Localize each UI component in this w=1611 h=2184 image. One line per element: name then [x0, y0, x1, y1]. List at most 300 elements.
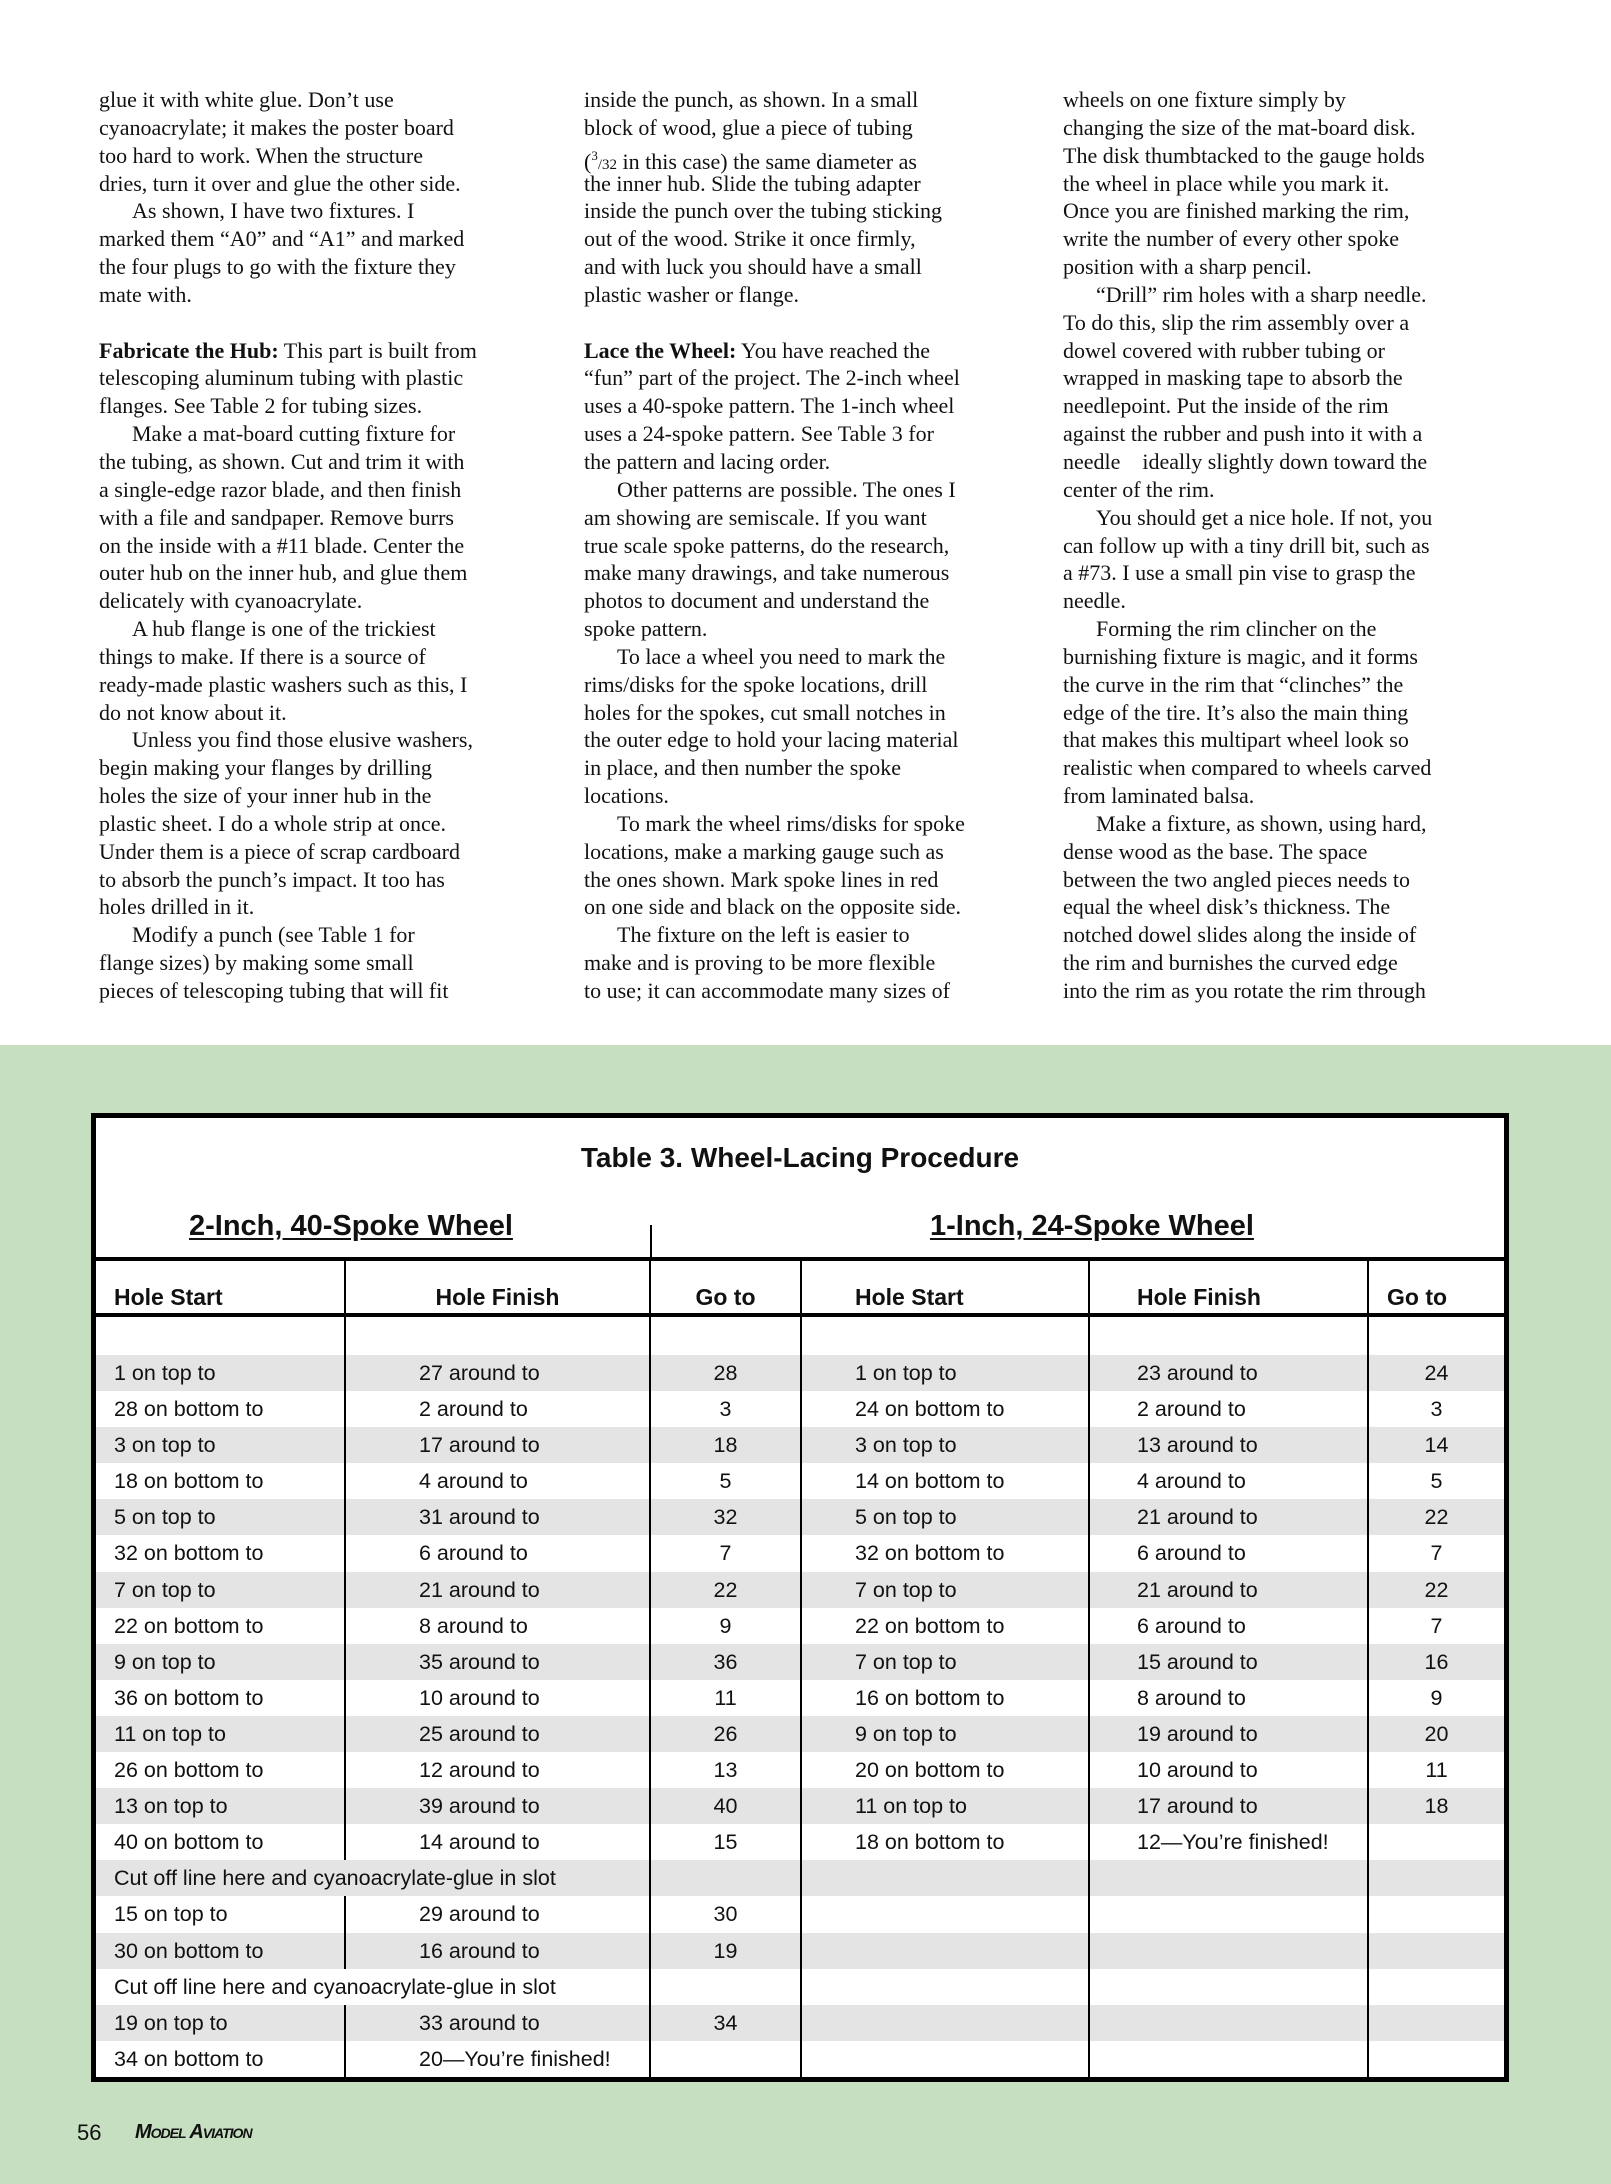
text-line [1063, 225, 1523, 253]
cell-hole-finish [1090, 2005, 1369, 2041]
cell-hole-finish: 4 around to [346, 1463, 651, 1499]
text-line [1063, 726, 1523, 754]
text-line [99, 504, 559, 532]
table-row [96, 1499, 1504, 1535]
line-text: make and is proving to be more flexible [584, 950, 936, 976]
text-line [99, 364, 559, 392]
line-text: and with luck you should have a small [584, 254, 922, 280]
text-line [584, 810, 1044, 838]
article-column-3 [1063, 86, 1523, 1005]
cell-go-to: 28 [651, 1355, 802, 1391]
text-line [99, 559, 559, 587]
cell-go-to: 11 [651, 1680, 802, 1716]
text-line [584, 448, 1044, 476]
cell-hole-finish: 2 around to [346, 1391, 651, 1427]
line-text: center of the rim. [1063, 476, 1215, 502]
text-line [1063, 532, 1523, 560]
cell-go-to: 20 [1424, 1721, 1449, 1746]
col-header-hole-finish: Hole Finish [346, 1261, 651, 1313]
text-line [99, 949, 559, 977]
line-text: mate with. [99, 281, 192, 307]
text-line [99, 392, 559, 420]
cell-hole-start: 7 on top to [802, 1644, 1090, 1680]
line-text: the rim and burnishes the curved edge [1063, 950, 1398, 976]
cell-hole-start: 28 on bottom to [96, 1391, 346, 1427]
text-line [1063, 699, 1523, 727]
cell-hole-finish: 2 around to [1090, 1391, 1369, 1427]
line-text: marked them “A0” and “A1” and marked [99, 226, 465, 252]
spacer-row [96, 1317, 1504, 1355]
cell-hole-finish: 17 around to [1090, 1788, 1369, 1824]
text-line [1063, 893, 1523, 921]
line-text: glue it with white glue. Don’t use [99, 87, 394, 112]
cell-go-to: 22 [1424, 1577, 1449, 1602]
section-heading: Lace the Wheel: [584, 337, 737, 363]
line-text: outer hub on the inner hub, and glue them [99, 560, 468, 586]
line-text: dries, turn it over and glue the other side. [99, 170, 461, 196]
line-text: burnishing fixture is magic, and it forms [1063, 643, 1418, 669]
text-line [1063, 977, 1523, 1005]
text-line [99, 532, 559, 560]
empty-cell [802, 1969, 1090, 2005]
empty-cell [1090, 1969, 1369, 2005]
cell-hole-finish: 19 around to [1090, 1716, 1369, 1752]
cell-hole-finish: 4 around to [1090, 1463, 1369, 1499]
cell-go-to: 16 [1424, 1649, 1449, 1674]
text-line [99, 810, 559, 838]
line-text: to absorb the punch’s impact. It too has [99, 866, 445, 892]
text-line [584, 893, 1044, 921]
line-text: a single-edge razor blade, and then finish [99, 476, 462, 502]
fraction-denominator: /32 [597, 156, 617, 173]
cell-hole-start: 14 on bottom to [802, 1463, 1090, 1499]
text-line [584, 615, 1044, 643]
cell-hole-finish: 12 around to [346, 1752, 651, 1788]
cell-hole-finish: 21 around to [1090, 1499, 1369, 1535]
cell-hole-start: 9 on top to [96, 1644, 346, 1680]
cell-hole-start: 11 on top to [96, 1716, 346, 1752]
text-line [584, 559, 1044, 587]
cell-hole-start [802, 2005, 1090, 2041]
line-text: locations, make a marking gauge such as [584, 838, 944, 864]
cell-hole-start: 20 on bottom to [802, 1752, 1090, 1788]
cell-hole-finish: 16 around to [346, 1933, 651, 1969]
table-row [96, 1824, 1504, 1860]
text-line [584, 782, 1044, 810]
cell-hole-finish: 6 around to [1090, 1608, 1369, 1644]
line-text: am showing are semiscale. If you want [584, 504, 927, 530]
text-line [99, 309, 559, 337]
cell-hole-finish: 20—You’re finished! [346, 2041, 651, 2077]
text-line [1063, 559, 1523, 587]
line-text: from laminated balsa. [1063, 783, 1255, 809]
fraction-numerator: 3 [591, 147, 598, 163]
text-line [584, 726, 1044, 754]
text-line [584, 197, 1044, 225]
cell-hole-start: 22 on bottom to [96, 1608, 346, 1644]
text-line [1063, 810, 1523, 838]
line-text: position with a sharp pencil. [1063, 254, 1312, 280]
cell-go-to: 18 [651, 1427, 802, 1463]
cell-hole-start: 26 on bottom to [96, 1752, 346, 1788]
cell-hole-start: 9 on top to [802, 1716, 1090, 1752]
cell-go-to [1369, 1896, 1504, 1932]
text-line [99, 893, 559, 921]
cell-hole-finish: 17 around to [346, 1427, 651, 1463]
text-line [99, 170, 559, 198]
text-line [584, 866, 1044, 894]
table-body [96, 1355, 1504, 2077]
text-line [584, 587, 1044, 615]
line-text: realistic when compared to wheels carved [1063, 755, 1432, 781]
line-text: in place, and then number the spoke [584, 755, 902, 781]
text-line [1063, 197, 1523, 225]
line-text: rims/disks for the spoke locations, drill [584, 671, 928, 697]
group-header-2-inch: 2-Inch, 40-Spoke Wheel [189, 1210, 513, 1242]
line-text: pieces of telescoping tubing that will fit [99, 978, 449, 1003]
text-line [99, 754, 559, 782]
cell-hole-finish: 13 around to [1090, 1427, 1369, 1463]
line-text: Once you are finished marking the rim, [1063, 198, 1410, 224]
table-row [96, 1572, 1504, 1608]
line-text: photos to document and understand the [584, 588, 930, 614]
line-text: spoke pattern. [584, 616, 708, 642]
cell-hole-start: 15 on top to [96, 1896, 346, 1932]
text-line [99, 671, 559, 699]
line-text: A hub flange is one of the trickiest [132, 616, 436, 642]
table-row [96, 2041, 1504, 2077]
table-row [96, 1427, 1504, 1463]
text-line [99, 977, 559, 1005]
line-text: uses a 24-spoke pattern. See Table 3 for [584, 421, 934, 447]
line-text: Make a mat-board cutting fixture for [132, 421, 456, 447]
cell-hole-finish: 21 around to [346, 1572, 651, 1608]
cell-hole-start [802, 1933, 1090, 1969]
cell-hole-start: 36 on bottom to [96, 1680, 346, 1716]
text-line [584, 949, 1044, 977]
table-row [96, 1391, 1504, 1427]
line-text: needle. [1063, 588, 1126, 614]
col-header-hole-finish: Hole Finish [1090, 1261, 1369, 1313]
cell-go-to: 22 [1424, 1505, 1449, 1530]
line-text: write the number of every other spoke [1063, 226, 1399, 252]
cell-hole-start: 19 on top to [96, 2005, 346, 2041]
cell-go-to: 7 [1430, 1613, 1443, 1638]
line-text: ready-made plastic washers such as this, I [99, 671, 468, 697]
wheel-lacing-table [91, 1113, 1509, 2082]
text-line [584, 253, 1044, 281]
cell-hole-start: 32 on bottom to [96, 1535, 346, 1571]
table-row [96, 1644, 1504, 1680]
cell-go-to: 13 [651, 1752, 802, 1788]
cell-go-to: 30 [651, 1896, 802, 1932]
cell-go-to: 24 [1424, 1361, 1449, 1385]
text-line [584, 977, 1044, 1005]
cut-off-note: Cut off line here and cyanoacrylate-glue in slot [96, 1860, 651, 1896]
page-number: 56 [77, 2120, 102, 2145]
line-text: flange sizes) by making some small [99, 950, 414, 976]
line-text: dowel covered with rubber tubing or [1063, 337, 1385, 363]
cell-hole-finish: 25 around to [346, 1716, 651, 1752]
cell-go-to: 5 [651, 1463, 802, 1499]
text-line [99, 448, 559, 476]
cell-hole-finish [1090, 2041, 1369, 2077]
cell-hole-start: 5 on top to [96, 1499, 346, 1535]
line-text: needlepoint. Put the inside of the rim [1063, 393, 1389, 419]
line-text: Modify a punch (see Table 1 for [132, 922, 415, 948]
table-row [96, 1680, 1504, 1716]
cell-hole-start [802, 1896, 1090, 1932]
cell-hole-start: 1 on top to [96, 1355, 346, 1391]
cell-go-to: 22 [651, 1572, 802, 1608]
line-text: flanges. See Table 2 for tubing sizes. [99, 393, 423, 419]
cell-hole-finish [1090, 1933, 1369, 1969]
cell-hole-start [802, 2041, 1090, 2077]
col-header-hole-start: Hole Start [802, 1261, 1090, 1313]
text-line [584, 392, 1044, 420]
col-header-go-to: Go to [1387, 1284, 1448, 1310]
cell-go-to: 7 [1430, 1541, 1443, 1566]
text-line [584, 364, 1044, 392]
text-line [99, 921, 559, 949]
cell-hole-start: 11 on top to [802, 1788, 1090, 1824]
cell-hole-finish: 27 around to [346, 1355, 651, 1391]
line-text: “fun” part of the project. The 2-inch wheel [584, 365, 960, 391]
cell-go-to: 26 [651, 1716, 802, 1752]
empty-cell [1369, 1969, 1504, 2005]
col-header-hole-start: Hole Start [96, 1261, 346, 1313]
cell-hole-finish: 33 around to [346, 2005, 651, 2041]
cell-hole-start: 13 on top to [96, 1788, 346, 1824]
line-text: This part is built from [278, 337, 477, 363]
cell-hole-start: 7 on top to [802, 1572, 1090, 1608]
text-line [584, 225, 1044, 253]
cell-go-to [651, 2041, 802, 2077]
line-text: To lace a wheel you need to mark the [617, 643, 946, 669]
table-row [96, 1896, 1504, 1932]
text-line [1063, 142, 1523, 170]
line-text: You should get a nice hole. If not, you [1096, 504, 1433, 530]
empty-cell [1090, 1860, 1369, 1896]
cell-go-to: 36 [651, 1644, 802, 1680]
cell-go-to: 5 [1430, 1469, 1443, 1494]
text-line [99, 643, 559, 671]
line-text: the pattern and lacing order. [584, 448, 831, 474]
cell-hole-start: 24 on bottom to [802, 1391, 1090, 1427]
line-text: The fixture on the left is easier to [617, 922, 910, 948]
line-text: holes for the spokes, cut small notches in [584, 699, 946, 725]
text-line [584, 921, 1044, 949]
text-line [99, 253, 559, 281]
empty-cell [1369, 1860, 1504, 1896]
text-line [1063, 504, 1523, 532]
cell-hole-start: 3 on top to [96, 1427, 346, 1463]
line-text: with a file and sandpaper. Remove burrs [99, 504, 454, 530]
text-line [99, 699, 559, 727]
line-text: the ones shown. Mark spoke lines in red [584, 866, 939, 892]
line-text: a #73. I use a small pin vise to grasp the [1063, 560, 1416, 586]
cell-go-to [1369, 1933, 1504, 1969]
cell-go-to: 19 [651, 1933, 802, 1969]
line-text: wheels on one fixture simply by [1063, 87, 1346, 112]
column-header-row [96, 1261, 1504, 1313]
text-line [99, 782, 559, 810]
line-text: in this case) the same diameter as [617, 148, 917, 174]
group-divider [650, 1225, 652, 1259]
text-line [1063, 420, 1523, 448]
cell-hole-start: 34 on bottom to [96, 2041, 346, 2077]
empty-cell [651, 1969, 802, 2005]
text-line [584, 476, 1044, 504]
line-text: the four plugs to go with the fixture they [99, 254, 456, 280]
line-text: plastic washer or flange. [584, 281, 800, 307]
line-text: equal the wheel disk’s thickness. The [1063, 894, 1391, 920]
text-line [99, 420, 559, 448]
cell-hole-finish: 15 around to [1090, 1644, 1369, 1680]
cell-hole-finish [1090, 1896, 1369, 1932]
empty-cell [802, 1860, 1090, 1896]
article-column-2 [584, 86, 1044, 1005]
text-line [1063, 170, 1523, 198]
line-text: do not know about it. [99, 699, 287, 725]
line-text: needle ideally slightly down toward the [1063, 448, 1428, 474]
text-line [1063, 364, 1523, 392]
line-text: inside the punch, as shown. In a small [584, 87, 919, 112]
line-text: The disk thumbtacked to the gauge holds [1063, 142, 1425, 168]
line-text: changing the size of the mat-board disk. [1063, 114, 1416, 140]
table-row [96, 1535, 1504, 1571]
text-line [584, 671, 1044, 699]
cell-hole-finish: 10 around to [346, 1680, 651, 1716]
cell-go-to: 18 [1424, 1794, 1449, 1819]
text-line [99, 587, 559, 615]
text-line [1063, 671, 1523, 699]
col-header-go-to: Go to [651, 1261, 802, 1313]
line-text: the curve in the rim that “clinches” the [1063, 671, 1404, 697]
line-text: out of the wood. Strike it once firmly, [584, 226, 916, 252]
cell-go-to [1369, 2005, 1504, 2041]
cell-go-to [1369, 2041, 1504, 2077]
line-text: the tubing, as shown. Cut and trim it with [99, 448, 465, 474]
cell-hole-start: 1 on top to [802, 1355, 1090, 1391]
cell-go-to: 9 [1430, 1685, 1443, 1710]
text-line [584, 838, 1044, 866]
line-text: You have reached the [736, 337, 931, 363]
text-line [584, 170, 1044, 198]
text-line [99, 86, 559, 114]
table-title: Table 3. Wheel-Lacing Procedure [580, 1142, 1020, 1173]
text-line [1063, 114, 1523, 142]
cell-hole-start: 7 on top to [96, 1572, 346, 1608]
cell-hole-finish: 6 around to [346, 1535, 651, 1571]
cell-hole-finish: 23 around to [1090, 1355, 1369, 1391]
text-line [1063, 281, 1523, 309]
text-line [1063, 587, 1523, 615]
cell-hole-finish: 31 around to [346, 1499, 651, 1535]
line-text: wrapped in masking tape to absorb the [1063, 365, 1403, 391]
line-text: dense wood as the base. The space [1063, 838, 1368, 864]
cell-hole-finish: 6 around to [1090, 1535, 1369, 1571]
text-line [1063, 309, 1523, 337]
text-line [99, 142, 559, 170]
empty-cell [651, 1860, 802, 1896]
cell-hole-finish: 35 around to [346, 1644, 651, 1680]
cell-hole-finish: 29 around to [346, 1896, 651, 1932]
text-line [1063, 253, 1523, 281]
line-text: plastic sheet. I do a whole strip at once. [99, 810, 447, 836]
text-line [99, 476, 559, 504]
table-row [96, 1752, 1504, 1788]
line-text: cyanoacrylate; it makes the poster board [99, 114, 454, 140]
table-row [96, 1933, 1504, 1969]
text-line [99, 337, 559, 365]
cell-hole-finish: 39 around to [346, 1788, 651, 1824]
cell-hole-start: 22 on bottom to [802, 1608, 1090, 1644]
line-text: “Drill” rim holes with a sharp needle. [1096, 281, 1427, 307]
text-line [584, 86, 1044, 114]
line-text: into the rim as you rotate the rim through [1063, 978, 1426, 1003]
cell-hole-finish: 8 around to [346, 1608, 651, 1644]
text-line [584, 337, 1044, 365]
cell-hole-start: 16 on bottom to [802, 1680, 1090, 1716]
text-line [584, 142, 1044, 174]
cell-hole-start: 3 on top to [802, 1427, 1090, 1463]
table-note-row [96, 1969, 1504, 2005]
text-line [584, 504, 1044, 532]
line-text: To do this, slip the rim assembly over a [1063, 309, 1410, 335]
table-row [96, 1608, 1504, 1644]
group-header-1-inch: 1-Inch, 24-Spoke Wheel [930, 1210, 1254, 1242]
line-text: Other patterns are possible. The ones I [617, 476, 956, 502]
cell-hole-start: 18 on bottom to [96, 1463, 346, 1499]
text-line [99, 225, 559, 253]
text-line [1063, 615, 1523, 643]
text-line [1063, 337, 1523, 365]
text-line [1063, 448, 1523, 476]
cell-hole-start: 18 on bottom to [802, 1824, 1090, 1860]
line-text: locations. [584, 783, 669, 809]
text-line [584, 281, 1044, 309]
table-note-row [96, 1860, 1504, 1896]
line-text: can follow up with a tiny drill bit, such as [1063, 532, 1430, 558]
line-text: telescoping aluminum tubing with plastic [99, 365, 464, 391]
line-text: notched dowel slides along the inside of [1063, 922, 1417, 948]
text-line [99, 866, 559, 894]
article-column-1 [99, 86, 559, 1005]
line-text: between the two angled pieces needs to [1063, 866, 1410, 892]
cell-go-to: 7 [651, 1535, 802, 1571]
cell-go-to: 9 [651, 1608, 802, 1644]
line-text: Under them is a piece of scrap cardboard [99, 838, 461, 864]
cell-hole-start: 30 on bottom to [96, 1933, 346, 1969]
cell-hole-start: 5 on top to [802, 1499, 1090, 1535]
text-line [1063, 643, 1523, 671]
cell-hole-finish: 10 around to [1090, 1752, 1369, 1788]
cell-go-to: 34 [651, 2005, 802, 2041]
text-line [584, 309, 1044, 337]
cell-hole-finish: 12—You’re finished! [1090, 1824, 1369, 1860]
text-line [1063, 86, 1523, 114]
text-line [584, 420, 1044, 448]
line-text: Make a fixture, as shown, using hard, [1096, 810, 1427, 836]
text-line [1063, 392, 1523, 420]
text-line [584, 532, 1044, 560]
table-row [96, 1788, 1504, 1824]
table-row [96, 1355, 1504, 1391]
line-text: make many drawings, and take numerous [584, 560, 950, 586]
text-line [1063, 921, 1523, 949]
text-line [99, 197, 559, 225]
